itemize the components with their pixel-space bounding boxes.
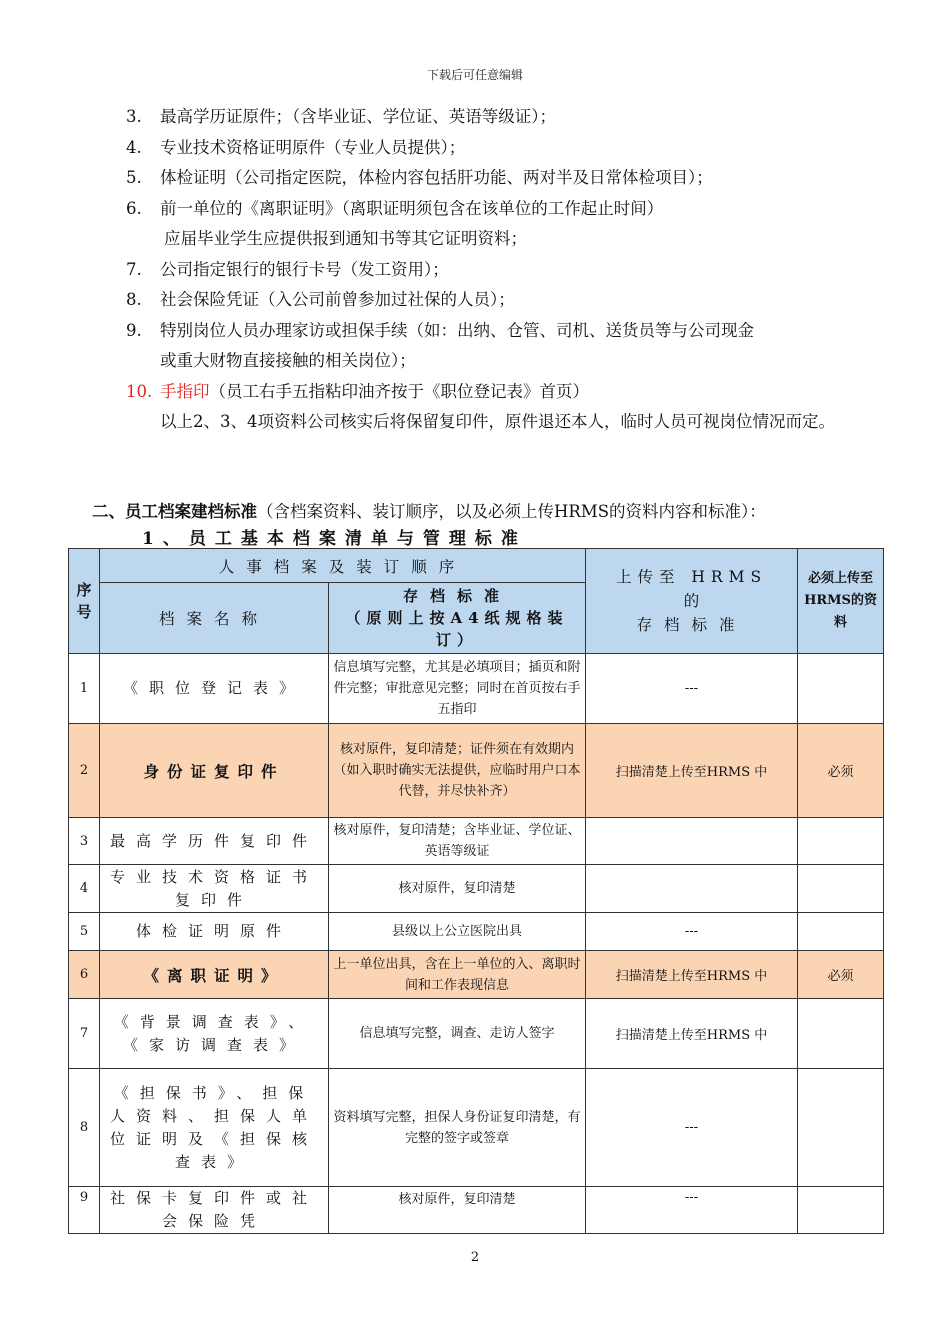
header-upload: 上传至 HRMS 的 存档标准: [586, 549, 798, 654]
header-required: 必须上传至HRMS的资料: [798, 549, 884, 654]
list-item: 9. 特别岗位人员办理家访或担保手续（如：出纳、仓管、司机、送货员等与公司现金: [126, 320, 754, 340]
table-row: 9 社保卡复印件或社会保险凭 核对原件，复印清楚 ---: [69, 1187, 884, 1234]
table-row: 4 专业技术资格证书复印件 核对原件，复印清楚: [69, 865, 884, 913]
section-title: 二、员工档案建档标准（含档案资料、装订顺序，以及必须上传HRMS的资料内容和标准）：: [92, 502, 766, 521]
highlight-text: 手指印: [160, 381, 210, 401]
list-item-continuation: 以上2、3、4项资料公司核实后将保留复印件，原件退还本人，临时人员可视岗位情况而定。: [160, 412, 835, 431]
list-item-continuation: 或重大财物直接接触的相关岗位）；: [160, 351, 416, 370]
list-item: 4. 专业技术资格证明原件（专业人员提供）；: [126, 137, 466, 157]
list-item: 5. 体检证明（公司指定医院，体检内容包括肝功能、两对半及日常体检项目）；: [126, 168, 713, 187]
list-item-continuation: 应届毕业学生应提供报到通知书等其它证明资料；: [164, 229, 527, 248]
header-group: 人事档案及装订顺序: [100, 549, 586, 583]
table-row: 2 身份证复印件 核对原件，复印清楚；证件须在有效期内（如入职时确实无法提供，应临时用户口本代替，并尽快补齐） 扫描清楚上传至HRMS 中 必须: [69, 724, 884, 818]
archive-table: [68, 548, 884, 1234]
header-note: 下载后可任意编辑: [426, 68, 523, 82]
list-item: 10. 手指印（员工右手五指粘印油齐按于《职位登记表》首页）: [126, 381, 589, 401]
table-row: 5 体检证明原件 县级以上公立医院出具 ---: [69, 913, 884, 951]
table-row: 3 最高学历件复印件 核对原件，复印清楚；含毕业证、学位证、英语等级证: [69, 818, 884, 865]
list-item: 6. 前一单位的《离职证明》（离职证明须包含在该单位的工作起止时间）: [126, 198, 664, 218]
page-number: 2: [470, 1250, 480, 1265]
document-list: [126, 102, 886, 438]
table-row: 8 《担保书》、担保人资料、担保人单位证明及《担保核查表》 资料填写完整，担保人身份证复印清楚，有完整的签字或签章 ---: [69, 1069, 884, 1187]
list-item: 7. 公司指定银行的银行卡号（发工资用）；: [126, 259, 449, 279]
table-row: 7 《背景调查表》、《家访调查表》 信息填写完整，调查、走访人签字 扫描清楚上传至HRMS 中: [69, 999, 884, 1069]
header-name: 档案名称: [100, 583, 329, 654]
header-seq: 序号: [69, 549, 100, 654]
list-item: 3. 最高学历证原件；（含毕业证、学位证、英语等级证）；: [126, 107, 556, 126]
table-row: 6 《离职证明》 上一单位出具，含在上一单位的入、离职时间和工作表现信息 扫描清楚上传至HRMS 中 必须: [69, 951, 884, 999]
table-row: 1 《职位登记表》 信息填写完整，尤其是必填项目；插页和附件完整；审批意见完整；同时在首页按右手五指印 ---: [69, 654, 884, 724]
list-item: 8. 社会保险凭证（入公司前曾参加过社保的人员）；: [126, 290, 515, 309]
header-std: 存档标准 （原则上按A4纸规格装订）: [329, 583, 586, 654]
sub-title: 1、员工基本档案清单与管理标准: [142, 529, 527, 549]
